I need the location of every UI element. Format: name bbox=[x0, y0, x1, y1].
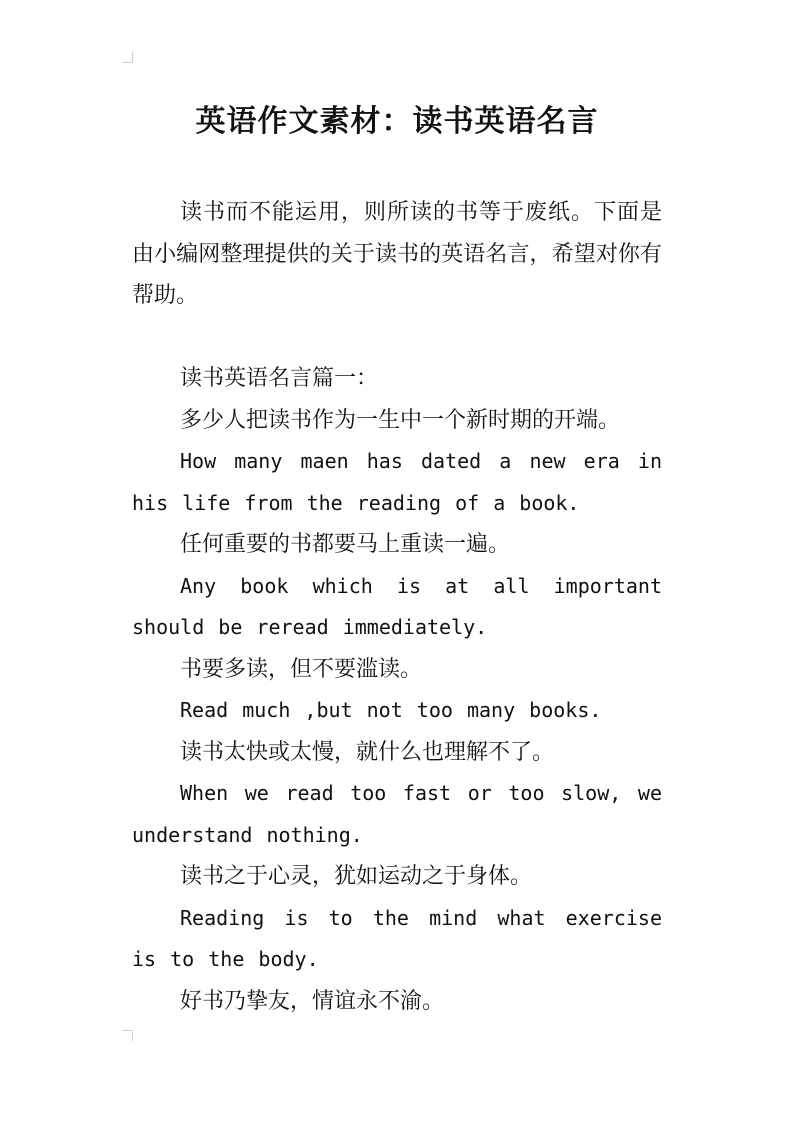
quote-line-zh: 多少人把读书作为一生中一个新时期的开端。 bbox=[180, 407, 621, 433]
quote-line-zh: 书要多读，但不要滥读。 bbox=[180, 656, 423, 682]
corner-crop-mark-bottom bbox=[122, 1030, 133, 1041]
intro-paragraph: 读书而不能运用，则所读的书等于废纸。下面是由小编网整理提供的关于读书的英语名言，希望对你有帮助。 bbox=[132, 200, 662, 308]
quote-line-zh: 读书太快或太慢，就什么也理解不了。 bbox=[180, 739, 555, 765]
quote-line-zh: 任何重要的书都要马上重读一遍。 bbox=[180, 532, 511, 557]
quote-line-zh: 读书之于心灵，犹如运动之于身体。 bbox=[180, 864, 533, 889]
section-heading: 读书英语名言篇一： bbox=[180, 366, 379, 391]
page-title: 英语作文素材：读书英语名言 bbox=[195, 104, 599, 139]
quote-line-en: Reading is to the mind what exercise is to the body. bbox=[132, 905, 662, 971]
corner-crop-mark-top bbox=[122, 52, 133, 63]
quote-line-zh: 好书乃挚友，情谊永不渝。 bbox=[180, 988, 445, 1014]
quote-line-en: How many maen has dated a new era in his life from the reading of a book. bbox=[132, 449, 662, 515]
quote-line-en: When we read too fast or too slow, we understand nothing. bbox=[132, 781, 662, 847]
quote-line-en: Read much ,but not too many books. bbox=[180, 698, 602, 722]
quote-line-en: Any book which is at all important should be reread immediately. bbox=[132, 573, 662, 639]
document-body bbox=[132, 192, 662, 1022]
blank-line bbox=[132, 317, 662, 359]
